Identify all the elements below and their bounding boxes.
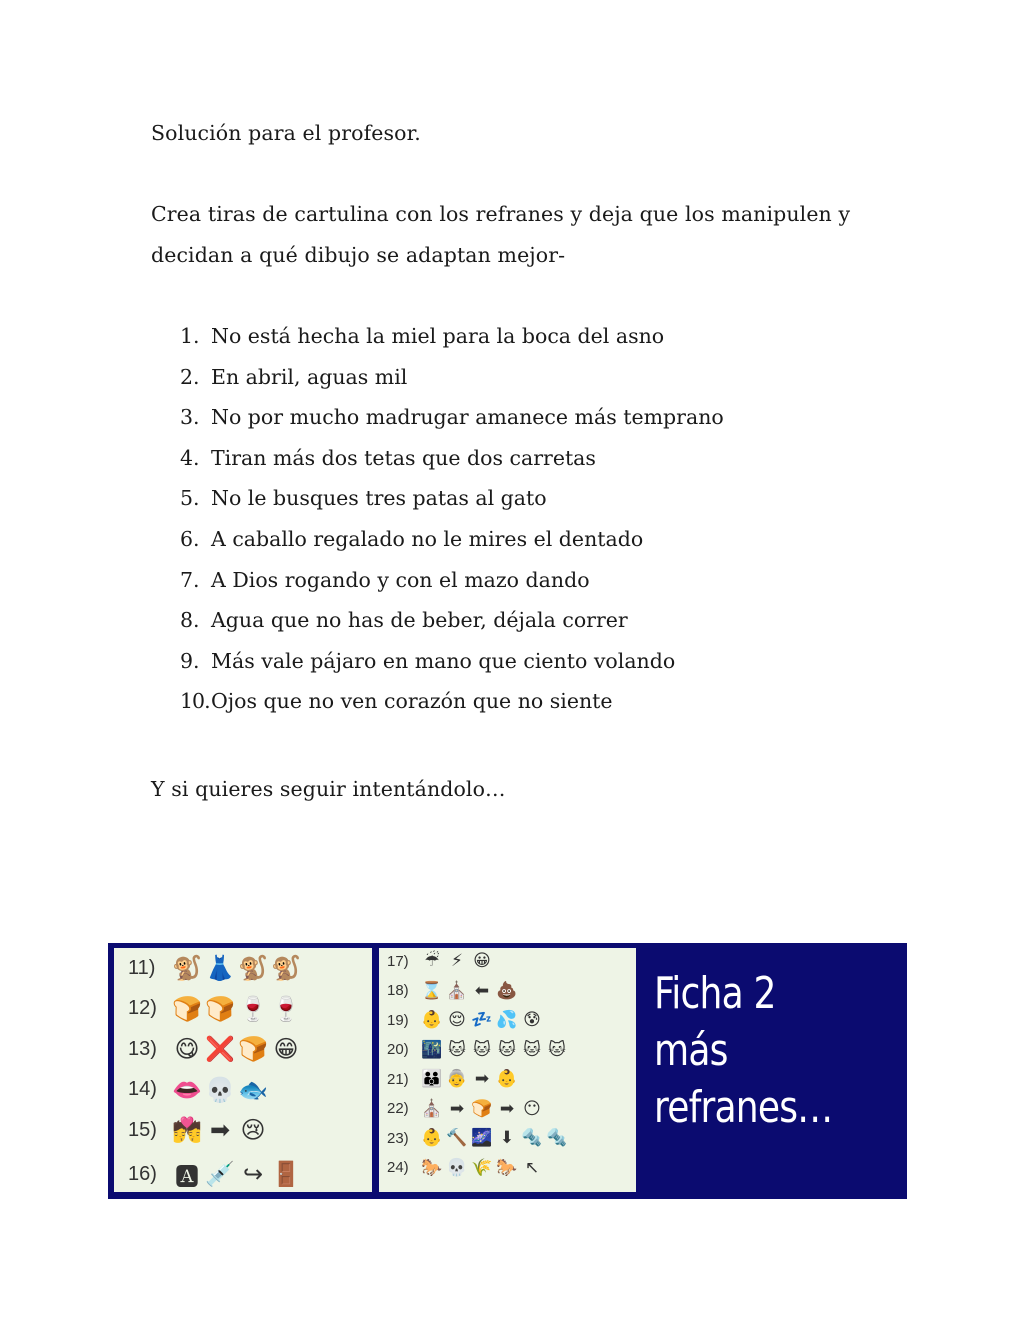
emoji-puzzle-row	[387, 1128, 571, 1148]
emoji-icon: 🍷	[238, 994, 268, 1023]
list-item: 4. Tiran más dos tetas que dos carretas	[180, 445, 596, 470]
emoji-icon: 🐒	[172, 954, 202, 982]
emoji-puzzle-row	[128, 1076, 271, 1104]
emoji-puzzle-row	[387, 1069, 521, 1089]
emoji-puzzle-row	[387, 1158, 546, 1178]
emoji-icon: 🐎	[496, 1157, 518, 1178]
emoji-icon: ↖	[524, 1157, 540, 1178]
banner-title-line: Ficha 2	[654, 968, 776, 1019]
emoji-icon: 🌃	[421, 1039, 443, 1060]
emoji-icon: 🐒	[238, 954, 268, 982]
puzzle-number: 19)	[387, 1011, 409, 1029]
emoji-icon: 😶	[523, 1098, 541, 1119]
puzzle-number: 20)	[387, 1041, 409, 1058]
emoji-icon: 🔨	[446, 1128, 468, 1148]
emoji-puzzle-row	[128, 954, 304, 982]
emoji-icon: 👄	[172, 1075, 202, 1104]
list-item: 9. Más vale pájaro en mano que ciento volando	[180, 648, 676, 673]
emoji-puzzle-row	[387, 981, 521, 1001]
refranes-banner-image	[108, 943, 907, 1199]
emoji-puzzle-row	[128, 1035, 304, 1063]
banner-title-line: refranes…	[654, 1082, 833, 1133]
emoji-icon: 💀	[205, 1075, 235, 1104]
emoji-icon: 🐟	[238, 1075, 268, 1104]
emoji-icon: 🌾	[471, 1157, 493, 1178]
emoji-puzzle-row	[128, 1157, 304, 1192]
list-item: 7. A Dios rogando y con el mazo dando	[180, 567, 590, 592]
emoji-icon: 🅰	[175, 1162, 199, 1191]
emoji-icon: ⬅	[474, 980, 490, 1001]
banner-title-line: más	[654, 1025, 728, 1076]
emoji-icon: 🌌	[471, 1128, 493, 1148]
emoji-icon: 🐒	[271, 954, 301, 982]
emoji-icon: 🚪	[271, 1160, 301, 1188]
puzzle-number: 12)	[128, 997, 157, 1019]
emoji-icon: 😀	[473, 951, 491, 971]
emoji-icon: ➡	[449, 1098, 465, 1119]
emoji-icon: 🐱	[498, 1039, 516, 1060]
emoji-icon: 🔩	[521, 1128, 543, 1148]
puzzle-number: 15)	[128, 1118, 157, 1141]
puzzle-number: 13)	[128, 1037, 157, 1060]
emoji-icon: 🍞	[172, 994, 202, 1023]
list-item: 10. Ojos que no ven corazón que no siente	[180, 689, 613, 714]
emoji-puzzle-row	[128, 1116, 271, 1144]
emoji-puzzle-row	[387, 1010, 546, 1030]
list-item: 2. En abril, aguas mil	[180, 364, 408, 389]
emoji-puzzle-row	[387, 1040, 571, 1060]
puzzle-number: 18)	[387, 982, 409, 999]
closing-text: Y si quieres seguir intentándolo…	[151, 777, 506, 801]
list-item: 5. No le busques tres patas al gato	[180, 486, 547, 511]
emoji-icon: 😰	[523, 1010, 541, 1030]
intro-text: Solución para el profesor.	[151, 121, 421, 145]
puzzle-number: 16)	[128, 1162, 157, 1185]
puzzle-number: 22)	[387, 1100, 409, 1117]
emoji-icon: ➡	[209, 1116, 231, 1144]
list-item: 8. Agua que no has de beber, déjala correr	[180, 608, 628, 633]
emoji-icon: 💩	[496, 980, 518, 1001]
emoji-icon: 🐱	[548, 1039, 566, 1060]
emoji-icon: 💦	[496, 1010, 518, 1030]
emoji-puzzle-row	[128, 995, 304, 1023]
emoji-icon: 🐎	[421, 1157, 443, 1178]
instructions-text: Crea tiras de cartulina con los refranes y deja que los manipulen y decidan a qué dibujo se adaptan mejor-	[151, 202, 851, 267]
emoji-icon: 🍞	[238, 1035, 268, 1063]
emoji-icon: 👶	[421, 1128, 443, 1148]
emoji-icon: 👵	[446, 1069, 468, 1089]
emoji-icon: 🍞	[471, 1098, 493, 1119]
emoji-icon: ❌	[205, 1035, 235, 1063]
emoji-puzzle-row	[387, 951, 496, 971]
emoji-icon: ⛪	[446, 980, 468, 1001]
list-item: 6. A caballo regalado no le mires el dentado	[180, 526, 644, 551]
emoji-icon: 😋	[174, 1035, 200, 1063]
list-item: 3. No por mucho madrugar amanece más temprano	[180, 405, 724, 430]
puzzle-number: 11)	[128, 956, 156, 979]
emoji-icon: 🐱	[523, 1039, 541, 1060]
emoji-icon: 💀	[446, 1157, 468, 1178]
emoji-icon: ➡	[474, 1069, 490, 1089]
puzzle-number: 17)	[387, 952, 409, 970]
list-item: 1. No está hecha la miel para la boca del asno	[180, 324, 665, 348]
emoji-icon: ⛪	[421, 1098, 443, 1119]
emoji-icon: ⚡	[451, 951, 463, 971]
emoji-icon: 🐱	[448, 1039, 466, 1060]
emoji-icon: 😢	[240, 1116, 266, 1144]
banner-title	[654, 965, 851, 1136]
puzzle-number: 24)	[387, 1159, 409, 1176]
emoji-icon: ⬇	[499, 1128, 515, 1148]
emoji-icon: 🔩	[546, 1128, 568, 1148]
emoji-icon: 💏	[172, 1116, 202, 1144]
emoji-icon: 👶	[421, 1010, 443, 1030]
emoji-icon: ☔	[424, 951, 440, 971]
puzzle-number: 21)	[387, 1070, 409, 1088]
emoji-icon: 😌	[448, 1010, 466, 1030]
emoji-icon: 🍞	[205, 994, 235, 1023]
puzzle-number: 14)	[128, 1078, 157, 1100]
emoji-puzzle-row	[387, 1099, 546, 1119]
emoji-icon: 👶	[496, 1069, 518, 1089]
emoji-icon: ⌛	[421, 980, 443, 1001]
emoji-icon: ↪	[242, 1160, 264, 1188]
emoji-puzzle-panel-11-16	[114, 948, 372, 1192]
emoji-icon: 🐱	[473, 1039, 491, 1060]
refranes-list	[180, 316, 724, 722]
emoji-icon: 💉	[205, 1160, 235, 1188]
emoji-icon: ➡	[499, 1098, 515, 1119]
emoji-icon: 👪	[421, 1069, 443, 1089]
emoji-icon: 😁	[273, 1035, 299, 1063]
emoji-puzzle-panel-17-24	[379, 948, 636, 1192]
puzzle-number: 23)	[387, 1129, 409, 1147]
emoji-icon: 💤	[471, 1010, 493, 1030]
emoji-icon: 🍷	[271, 994, 301, 1023]
emoji-icon: 👗	[205, 954, 235, 982]
